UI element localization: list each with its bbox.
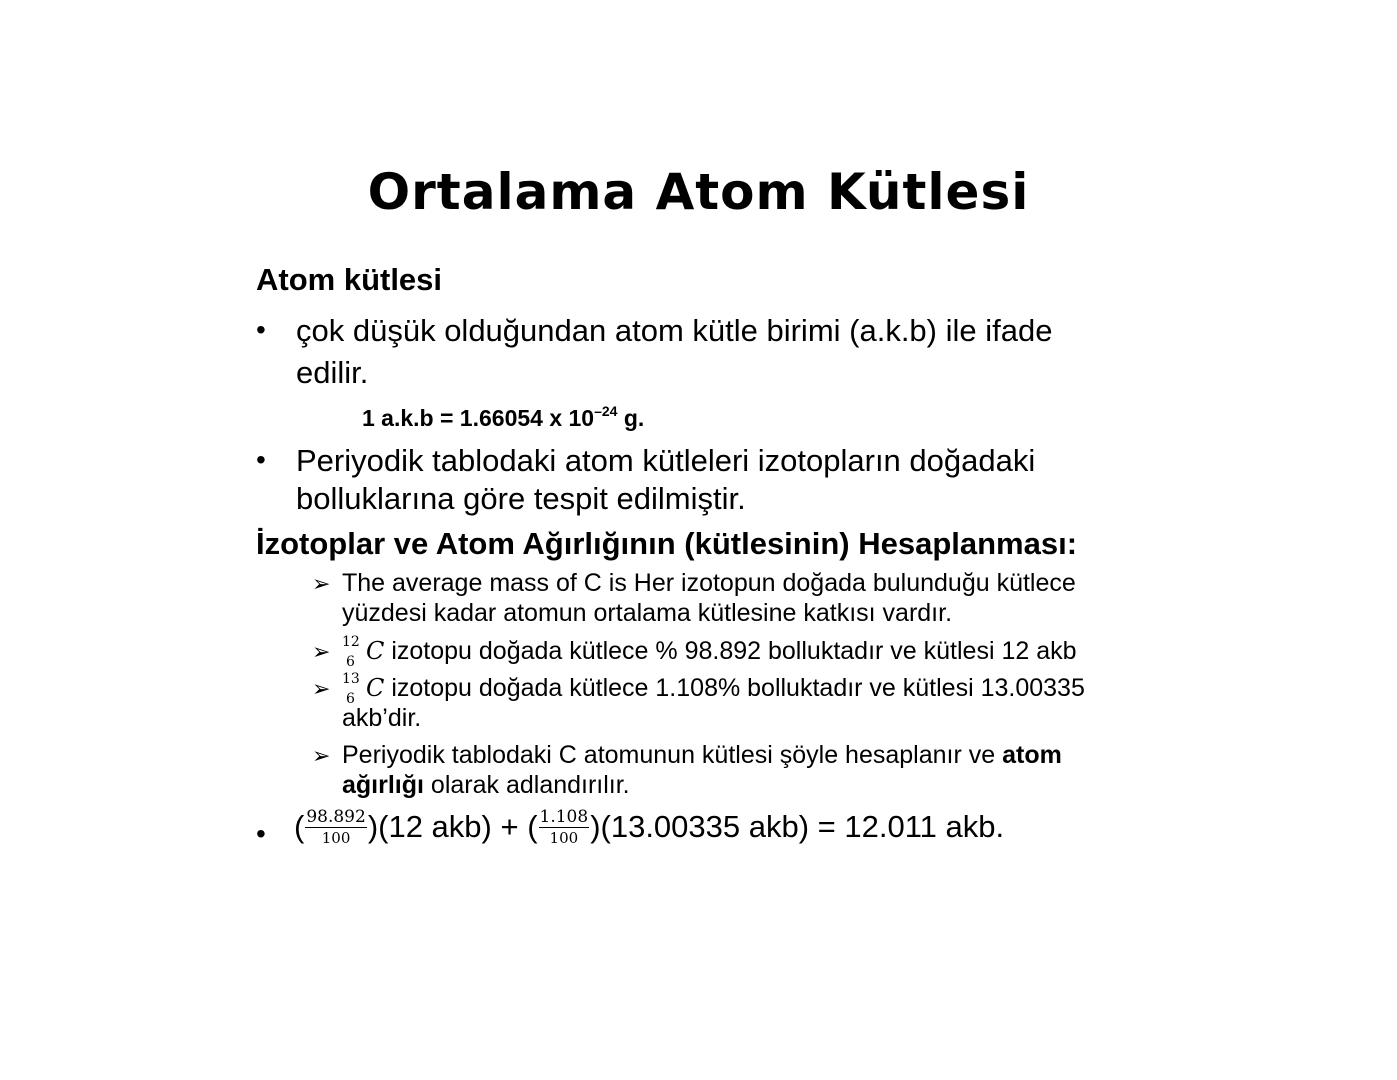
section-heading-isotopes: İzotoplar ve Atom Ağırlığının (kütlesinin) Hesaplanması: [256,526,1078,561]
bullet-text: çok düşük olduğundan atom kütle birimi (a.k.b) ile ifade [296,313,1053,348]
isotope-notation [342,634,366,670]
conversion-unit: g. [617,405,645,431]
element-symbol: C [366,674,385,702]
bullet-text-cont: edilir. [296,355,369,390]
sub-item-text-bold: atom [1002,741,1062,769]
open-paren: ( [527,809,538,844]
open-paren: ( [294,809,305,844]
sub-item-text: izotopu doğada kütlece 1.108% bolluktadır ve kütlesi 13.00335 [384,674,1085,702]
formula-term: )(12 akb) + [367,809,528,844]
denominator: 100 [321,828,351,847]
mass-number: 13 [342,671,360,687]
arrow-bullet-icon: ➢ [312,676,331,701]
element-symbol: C [366,637,385,665]
fraction [539,807,590,848]
bullet-icon: • [256,314,266,345]
arrow-bullet-icon: ➢ [312,571,331,596]
sub-item-text-plain: Periyodik tablodaki C atomunun kütlesi şöyle hesaplanır ve [342,741,1003,769]
sub-item-isotope-c13 [342,671,1085,707]
numerator: 1.108 [539,806,589,827]
conversion-base: 1 a.k.b = 1.66054 x 10 [362,405,595,431]
sub-item-text-cont: akb’dir. [342,704,422,732]
bullet-icon: • [256,444,266,475]
sub-item-text-bold: ağırlığı [342,771,424,799]
denominator: 100 [549,828,579,847]
sub-item-text: The average mass of C is Her izotopun doğada bulunduğu kütlece [342,569,1076,597]
bullet-text-cont: bolluklarına göre tespit edilmiştir. [296,481,746,516]
numerator: 98.892 [306,806,366,827]
isotope-notation [342,671,366,707]
conversion-exponent: –24 [594,403,618,419]
amu-conversion [362,403,644,432]
sub-item-text-cont [342,770,630,800]
average-mass-formula [294,806,1004,848]
sub-item-text [342,740,1062,770]
mass-number: 12 [342,634,360,650]
section-heading-atom-mass: Atom kütlesi [256,262,443,297]
fraction [305,807,366,848]
sub-item-text-plain: olarak adlandırılır. [423,771,630,799]
sub-item-isotope-c12 [342,634,1077,670]
formula-result: )(13.00335 akb) = 12.011 akb. [590,809,1005,844]
atomic-number: 6 [346,654,355,670]
arrow-bullet-icon: ➢ [312,639,331,664]
sub-item-text: izotopu doğada kütlece % 98.892 bolluktadır ve kütlesi 12 akb [384,637,1077,665]
sub-item-text-cont: yüzdesi kadar atomun ortalama kütlesine katkısı vardır. [342,599,953,627]
atomic-number: 6 [346,691,355,707]
bullet-text: Periyodik tablodaki atom kütleleri izotopların doğadaki [296,443,1036,478]
arrow-bullet-icon: ➢ [312,743,331,768]
bullet-icon: • [256,818,266,849]
slide-title: Ortalama Atom Kütlesi [367,163,1030,221]
